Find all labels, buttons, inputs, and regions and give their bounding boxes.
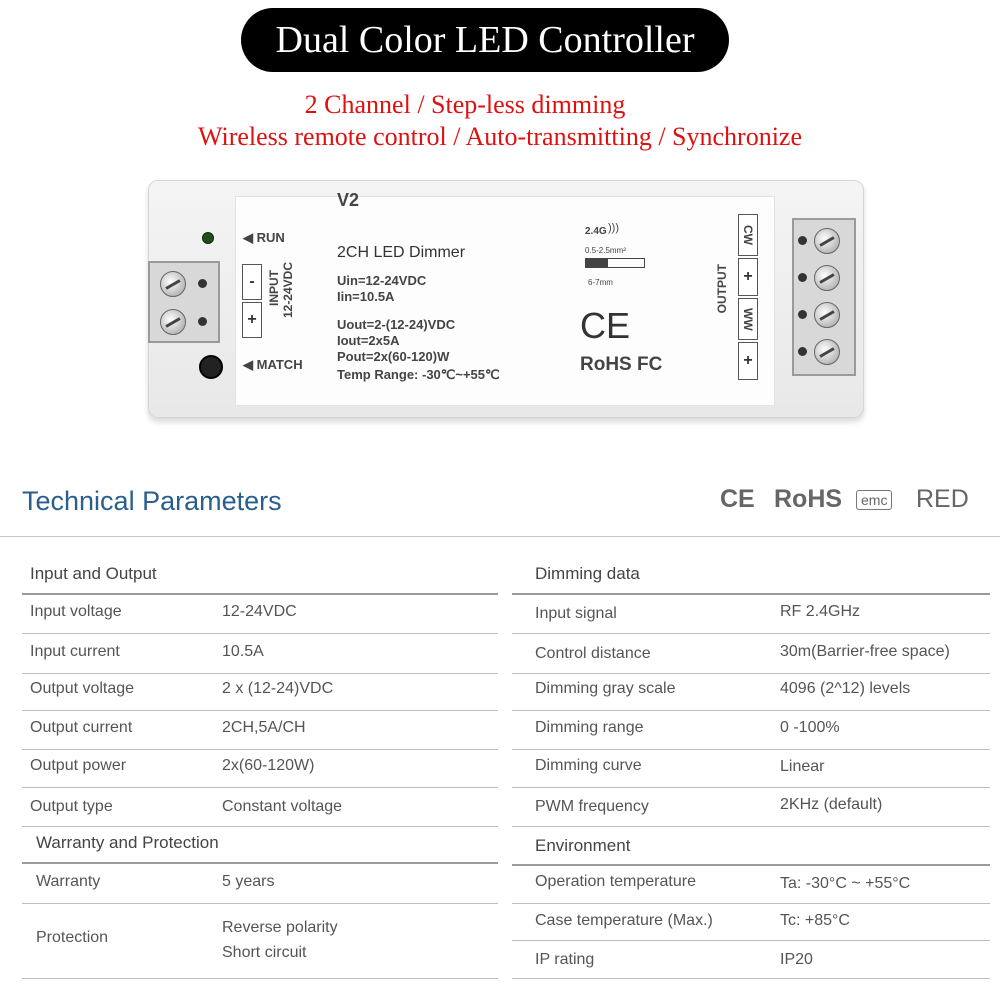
table-row-value: Linear	[780, 758, 825, 775]
table-row-value: 4096 (2^12) levels	[780, 680, 911, 697]
section-warranty-protection: Warranty and Protection	[36, 833, 219, 852]
match-text: MATCH	[256, 357, 303, 372]
pout-spec: Pout=2x(60-120)W	[337, 349, 450, 364]
table-row-label: Dimming range	[535, 719, 644, 736]
device-label-panel	[235, 196, 775, 406]
temp-range-spec: Temp Range: -30℃~+55℃	[337, 367, 500, 382]
row-divider	[512, 978, 990, 979]
table-row-label: Dimming gray scale	[535, 680, 676, 697]
protection-value-1: Reverse polarity	[222, 919, 338, 936]
ce-cert: CE	[720, 485, 755, 513]
table-row-value: 30m(Barrier-free space)	[780, 643, 950, 660]
table-row-value: IP20	[780, 951, 813, 968]
row-divider	[22, 826, 498, 827]
table-row-label: Input current	[30, 643, 120, 660]
table-row-value: 2x(60-120W)	[222, 757, 315, 774]
screw-icon	[814, 265, 840, 291]
output-ww-text: WW	[741, 307, 755, 331]
rf-label: 2.4G	[585, 226, 607, 237]
uin-spec: Uin=12-24VDC	[337, 273, 427, 288]
row-divider	[512, 864, 990, 866]
iout-spec: Iout=2x5A	[337, 333, 400, 348]
row-divider	[512, 749, 990, 750]
table-row-label: Output voltage	[30, 680, 135, 697]
screw-icon	[814, 339, 840, 365]
rohs-fc-mark: RoHS FC	[580, 354, 663, 375]
run-led-icon	[202, 232, 214, 244]
table-row-value: Ta: -30°C ~ +55°C	[780, 875, 911, 892]
terminal-hole-icon	[798, 310, 807, 319]
terminal-hole-icon	[798, 273, 807, 282]
table-row-label: Control distance	[535, 645, 651, 662]
row-divider	[22, 633, 498, 634]
input-terminal	[148, 261, 220, 343]
table-row-label: Input signal	[535, 605, 617, 622]
wire-strip-icon	[585, 258, 645, 268]
rohs-cert: RoHS	[774, 485, 843, 513]
row-divider	[22, 749, 498, 750]
row-divider	[22, 862, 498, 864]
warranty-label: Warranty	[36, 873, 101, 890]
output-plus-1-label: +	[738, 258, 758, 296]
input-label: INPUT	[267, 270, 281, 306]
row-divider	[22, 787, 498, 788]
input-minus-label: -	[242, 264, 262, 300]
uout-spec: Uout=2-(12-24)VDC	[337, 317, 456, 332]
row-divider	[512, 633, 990, 634]
protection-value-2: Short circuit	[222, 944, 307, 961]
screw-icon	[160, 309, 186, 335]
tech-params-title: Technical Parameters	[22, 486, 282, 516]
row-divider	[512, 593, 990, 595]
output-label: OUTPUT	[715, 264, 729, 314]
screw-icon	[160, 271, 186, 297]
table-row-value: Tc: +85°C	[780, 912, 850, 929]
table-row-value: Constant voltage	[222, 798, 343, 815]
section-environment: Environment	[535, 836, 631, 855]
terminal-hole-icon	[198, 317, 207, 326]
output-ww-label	[738, 298, 758, 340]
product-name: 2CH LED Dimmer	[337, 244, 466, 261]
row-divider	[22, 978, 498, 979]
red-cert: RED	[916, 485, 969, 513]
row-divider	[22, 673, 498, 674]
subtitle-line-1: 2 Channel / Step-less dimming	[304, 90, 626, 119]
table-row-value: 2CH,5A/CH	[222, 719, 306, 736]
table-row-value: 2 x (12-24)VDC	[222, 680, 334, 697]
match-button[interactable]	[199, 355, 223, 379]
row-divider	[512, 903, 990, 904]
input-plus-label: +	[242, 302, 262, 338]
table-row-label: Output type	[30, 798, 113, 815]
input-voltage-label: 12-24VDC	[281, 262, 295, 319]
row-divider	[22, 593, 498, 595]
row-divider	[512, 787, 990, 788]
model-label: V2	[337, 190, 360, 210]
table-row-label: Case temperature (Max.)	[535, 912, 713, 929]
row-divider	[512, 940, 990, 941]
protection-label: Protection	[36, 929, 109, 946]
emc-cert: emc	[856, 490, 892, 510]
row-divider	[512, 710, 990, 711]
table-row-label: Output power	[30, 757, 127, 774]
tech-divider	[0, 536, 1000, 537]
table-row-value: 12-24VDC	[222, 603, 297, 620]
table-row-label: Output current	[30, 719, 133, 736]
table-row-label: Dimming curve	[535, 757, 642, 774]
section-input-output: Input and Output	[30, 564, 157, 583]
subtitle-line-2: Wireless remote control / Auto-transmitting / Synchronize	[197, 122, 803, 151]
row-divider	[512, 673, 990, 674]
screw-icon	[814, 302, 840, 328]
strip-length-label: 6-7mm	[588, 278, 613, 287]
match-label: ◀ MATCH	[243, 357, 303, 372]
row-divider	[512, 826, 990, 827]
iin-spec: Iin=10.5A	[337, 289, 395, 304]
output-cw-text: CW	[741, 225, 755, 245]
terminal-hole-icon	[798, 347, 807, 356]
output-cw-label	[738, 214, 758, 256]
wireless-icon: )))	[608, 222, 619, 234]
row-divider	[22, 903, 498, 904]
terminal-hole-icon	[798, 236, 807, 245]
row-divider	[22, 710, 498, 711]
run-text: RUN	[256, 230, 285, 245]
output-plus-2-label: +	[738, 342, 758, 380]
table-row-label: PWM frequency	[535, 798, 649, 815]
ce-mark: CE	[580, 305, 631, 346]
table-row-label: IP rating	[535, 951, 595, 968]
table-row-value: RF 2.4GHz	[780, 603, 861, 620]
screw-icon	[814, 228, 840, 254]
terminal-hole-icon	[198, 279, 207, 288]
table-row-label: Operation temperature	[535, 873, 696, 890]
table-row-value: 10.5A	[222, 643, 264, 660]
warranty-value: 5 years	[222, 873, 275, 890]
output-terminal	[792, 218, 856, 376]
run-label: ◀ RUN	[243, 230, 285, 245]
table-row-value: 2KHz (default)	[780, 796, 883, 813]
section-dimming-data: Dimming data	[535, 564, 640, 583]
table-row-value: 0 -100%	[780, 719, 840, 736]
page-title: Dual Color LED Controller	[241, 8, 729, 72]
table-row-label: Input voltage	[30, 603, 122, 620]
wire-gauge-label: 0.5-2.5mm²	[585, 246, 626, 255]
